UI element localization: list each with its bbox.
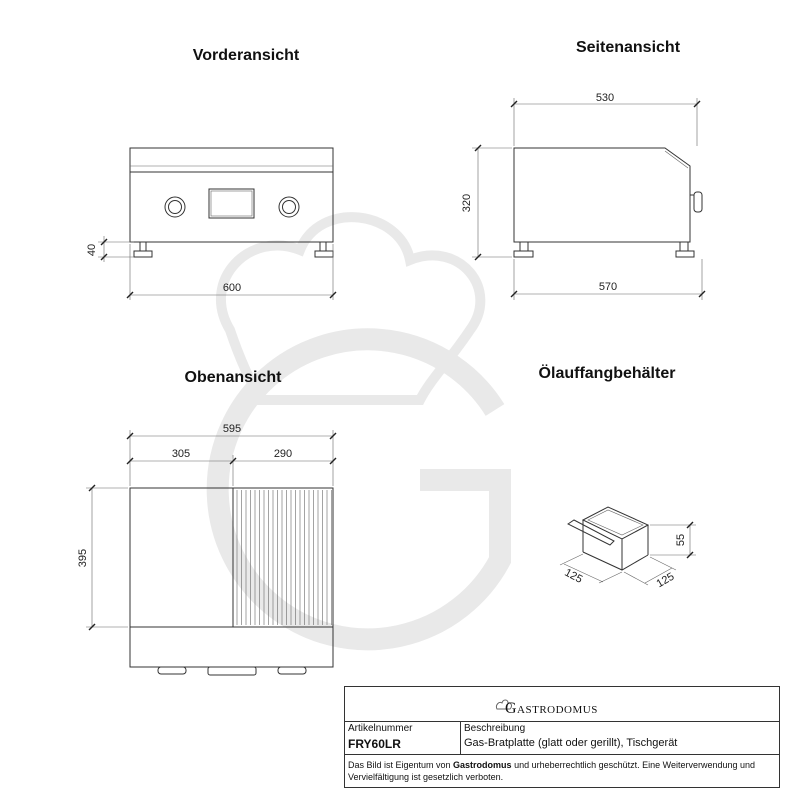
description-label: Beschreibung	[464, 723, 526, 734]
side-view-title: Seitenansicht	[575, 39, 681, 56]
side-top-width-dimension: 530	[595, 92, 615, 104]
side-bottom-width-dimension: 570	[598, 281, 618, 293]
top-view-title: Obenansicht	[184, 369, 282, 386]
top-view-drawing	[130, 488, 333, 675]
title-block	[344, 686, 780, 788]
tray-width-dimension: 125	[562, 566, 585, 586]
front-width-dimension: 600	[222, 282, 242, 294]
top-depth-dimension: 395	[77, 548, 89, 568]
description-value: Gas-Bratplatte (glatt oder gerillt), Tischgerät	[464, 737, 678, 749]
watermark-logo	[218, 217, 500, 639]
top-right-width-dimension: 290	[273, 448, 293, 460]
description-cell	[461, 721, 779, 754]
notice-brand: Gastrodomus	[453, 760, 512, 770]
copyright-notice	[348, 759, 775, 783]
side-height-dimension: 320	[461, 193, 473, 213]
side-view-drawing	[514, 148, 702, 257]
brand-name: Gastrodomus	[505, 700, 598, 717]
tray-view-title: Ölauffangbehälter	[538, 365, 676, 382]
oil-tray-drawing	[568, 507, 648, 570]
top-left-width-dimension: 305	[171, 448, 191, 460]
article-cell	[345, 721, 461, 754]
tray-height-dimension: 55	[675, 533, 687, 547]
article-label: Artikelnummer	[348, 723, 413, 734]
tray-depth-dimension: 125	[654, 570, 677, 591]
side-view-dimensions	[472, 98, 705, 300]
notice-text-2: und urheberrechtlich geschützt. Eine Weiterverwendung und Vervielfältigung ist gesetzlich verboten.	[348, 760, 756, 782]
article-row	[345, 721, 779, 755]
article-value: FRY60LR	[348, 737, 401, 751]
front-foot-height-dimension: 40	[86, 243, 98, 257]
top-total-width-dimension: 595	[222, 423, 242, 435]
notice-text-1: Das Bild ist Eigentum von	[348, 760, 454, 770]
front-view-title: Vorderansicht	[192, 47, 300, 64]
brand-row	[345, 687, 779, 722]
